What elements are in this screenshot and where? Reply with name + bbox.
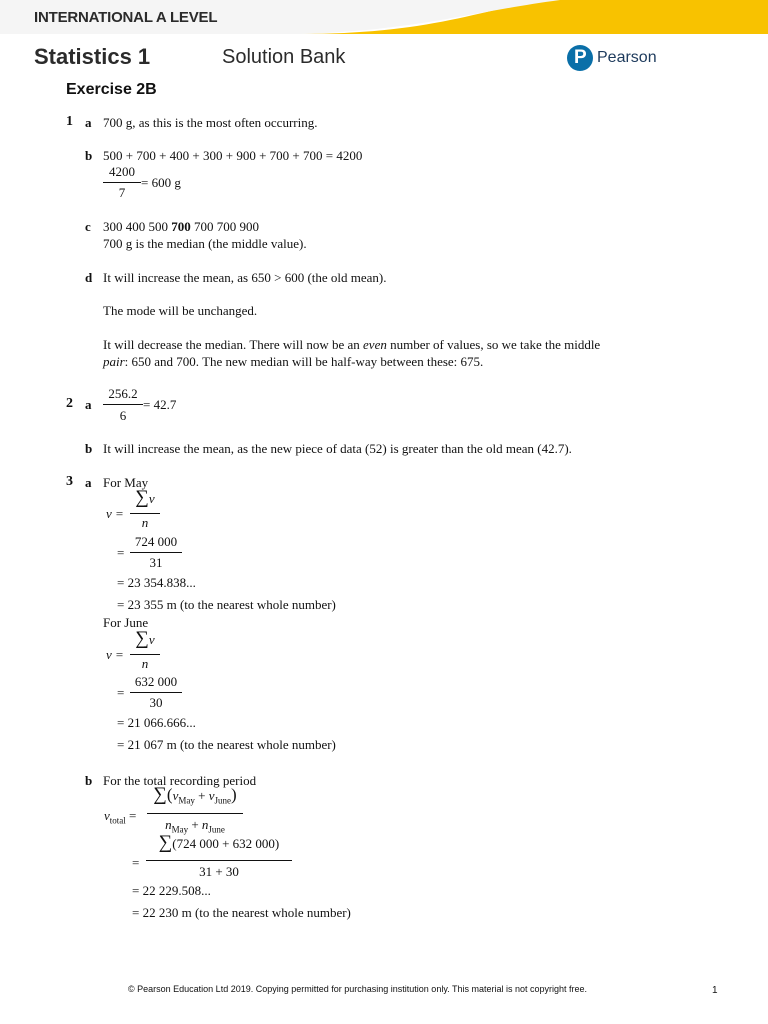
q1a-text: 700 g, as this is the most often occurring.: [103, 115, 318, 130]
q1d-line3: It will decrease the median. There will now be an even number of values, so we take the middle: [103, 337, 601, 352]
q3b-v-total: $v_{total}$ =: [104, 808, 137, 826]
q2a-result: = 42.7: [143, 397, 177, 412]
exercise-title: Exercise 2B: [66, 81, 157, 98]
q3b-total-fraction: ∑(724 000 + 632 000) 31 + 30: [144, 837, 294, 883]
q1d-label: d: [85, 270, 93, 285]
q3a-june-mean-formula: ∑v n: [128, 634, 162, 674]
q3a-june-v-symbol: v =: [106, 647, 124, 662]
q1c-median-value: 700: [171, 219, 191, 234]
page-number: 1: [712, 985, 718, 996]
q3a-may-rounded: = 23 355 m (to the nearest whole number): [117, 597, 336, 612]
header-band: [0, 0, 768, 34]
q1b-fraction-numerator: 4200: [109, 164, 135, 179]
q2b-label: b: [85, 441, 93, 456]
question-2-number: 2: [66, 396, 73, 411]
bank-title: Solution Bank: [222, 46, 346, 68]
q1d-line1: It will increase the mean, as 650 > 600 (the old mean).: [103, 270, 387, 285]
q1b-label: b: [85, 148, 93, 163]
q3a-may-v-symbol: v =: [106, 506, 124, 521]
pearson-logo-icon: P: [567, 45, 593, 71]
q3a-may-decimal: = 23 354.838...: [117, 575, 196, 590]
q1c-median-line: 700 g is the median (the middle value).: [103, 236, 307, 251]
q1b-sum: 500 + 700 + 400 + 300 + 900 + 700 + 700 = 4200: [103, 148, 363, 163]
question-3-number: 3: [66, 474, 73, 489]
q2a-label: a: [85, 397, 92, 412]
q3a-may-denominator: 31: [149, 555, 163, 570]
q1c-label: c: [85, 219, 91, 234]
pearson-logo-word: Pearson: [597, 49, 657, 66]
series-label: INTERNATIONAL A LEVEL: [34, 9, 218, 26]
q2a-fraction-denominator: 6: [119, 408, 127, 423]
q3a-june-heading: For June: [103, 615, 149, 630]
q3a-may-mean-formula: ∑v n: [128, 493, 162, 533]
q1d-line2: The mode will be unchanged.: [103, 303, 258, 318]
q3a-may-fraction: [128, 534, 184, 570]
q2b-text: It will increase the mean, as the new piece of data (52) is greater than the old mean (42.7).: [103, 441, 572, 456]
pearson-logo: [567, 45, 687, 73]
q3a-may-numerator: 724 000: [134, 534, 178, 549]
q3b-decimal: = 22 229.508...: [132, 883, 211, 898]
course-title: Statistics 1: [34, 44, 151, 69]
q3b-label: b: [85, 773, 93, 788]
q3a-may-heading: For May: [103, 475, 149, 490]
q3b-rounded: = 22 230 m (to the nearest whole number): [132, 905, 351, 920]
q3a-june-denominator: 30: [149, 695, 163, 710]
q2a-fraction: [103, 386, 143, 424]
q1d-line4: pair: 650 and 700. The new median will be half-way between these: 675.: [103, 354, 484, 369]
footer-copyright: © Pearson Education Ltd 2019. Copying permitted for purchasing institution only. This material is not copyright free.: [128, 984, 588, 994]
q1b-result: = 600 g: [141, 175, 181, 190]
q1b-fraction: [103, 164, 143, 200]
q1c-ordered: 300 400 500 700 700 700 900: [103, 219, 259, 234]
q3a-june-numerator: 632 000: [134, 674, 178, 689]
q2a-fraction-numerator: 256.2: [108, 386, 138, 401]
q1a-label: a: [85, 115, 92, 130]
q3a-june-decimal: = 21 066.666...: [117, 715, 196, 730]
q3b-total-numerator: (724 000 + 632 000): [172, 836, 280, 851]
q3a-label: a: [85, 475, 92, 490]
q3a-june-fraction: [128, 674, 184, 710]
q1b-fraction-denominator: 7: [118, 185, 126, 200]
q3b-total-formula: $\sum(v_{May} + v_{June})$ $n_{May} + n_{June}$: [145, 790, 245, 836]
q3a-june-rounded: = 21 067 m (to the nearest whole number): [117, 737, 336, 752]
q3b-total-denominator: 31 + 30: [199, 864, 239, 879]
question-1-number: 1: [66, 114, 73, 129]
q3b-heading: For the total recording period: [103, 773, 257, 788]
